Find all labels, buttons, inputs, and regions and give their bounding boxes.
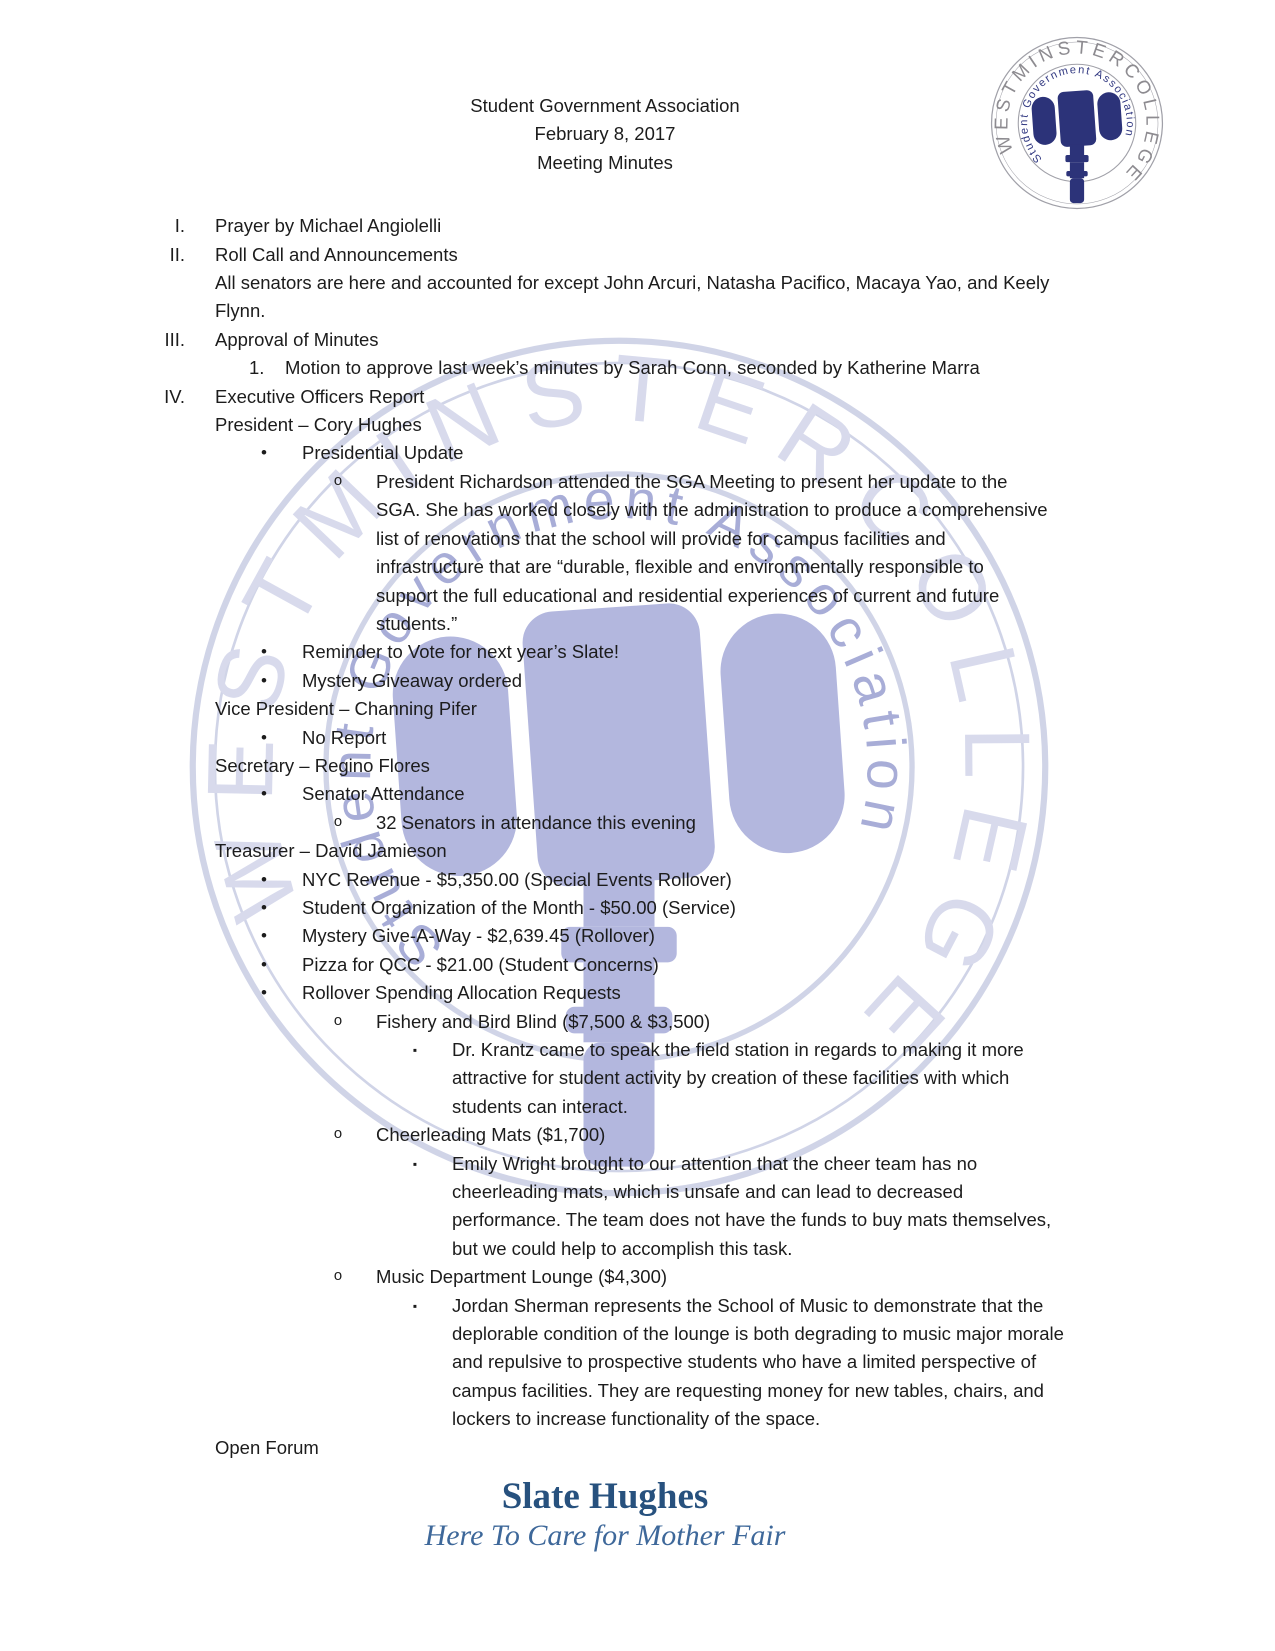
line-text: Motion to approve last week’s minutes by Sarah Conn, seconded by Katherine Marra [285,357,980,379]
list-line [150,922,1060,950]
list-line [150,894,1060,922]
list-line [150,979,1060,1007]
doc-date: February 8, 2017 [534,123,676,145]
bullet-marker: • [261,784,267,804]
list-line [150,951,1060,979]
circle-marker: o [333,1126,343,1144]
line-text: Roll Call and Announcements [215,243,458,265]
list-line [150,780,1060,808]
bullet-marker: • [261,443,267,463]
line-text: President Richardson attended the SGA Meeting to present her update to the SGA. She has worked closely with the administration to produce a comprehensive list of renovations that the school will provide for campus facilities and infrastructure that are “durable, flexible and environmentally responsible to support the full educational and residential experiences of current and future students.” [376,470,1048,634]
minutes-list [150,212,1064,1462]
line-text: Fishery and Bird Blind ($7,500 & $3,500) [376,1010,711,1032]
list-line [150,269,1060,326]
bullet-marker: • [261,954,267,974]
circle-marker: o [333,1268,343,1286]
list-line [150,212,1060,240]
list-line [150,809,1060,837]
list-line [150,752,1060,780]
line-text: Treasurer – David Jamieson [215,840,447,862]
bullet-marker: • [261,926,267,946]
line-text: Secretary – Regino Flores [215,754,430,776]
list-line [150,638,1060,666]
list-line [150,866,1060,894]
bullet-marker: • [261,869,267,889]
line-text: 32 Senators in attendance this evening [376,811,696,833]
line-text: Mystery Giveaway ordered [302,669,523,691]
line-text: Dr. Krantz came to speak the field station in regards to making it more attractive for student activity by creation of these facilities with which students can interact. [452,1039,1024,1117]
list-line [150,837,1060,865]
list-line [150,1036,1060,1121]
list-line [150,326,1060,354]
list-line [150,724,1060,752]
circle-marker: o [333,813,343,831]
line-text: Music Department Lounge ($4,300) [376,1266,668,1288]
line-text: Mystery Give-A-Way - $2,639.45 (Rollover) [302,925,655,947]
doc-title: Student Government Association [470,95,740,116]
circle-marker: o [333,472,343,490]
line-text: Presidential Update [302,442,464,464]
line-text: Cheerleading Mats ($1,700) [376,1124,606,1146]
bullet-marker: • [261,983,267,1003]
line-text: Pizza for QCC - $21.00 (Student Concerns) [302,953,659,975]
square-marker: ▪ [412,1298,418,1313]
list-line [150,695,1060,723]
footer-tagline: Here To Care for Mother Fair [424,1519,786,1553]
doc-subtitle: Meeting Minutes [537,151,673,173]
line-text: Senator Attendance [302,783,465,805]
bullet-marker: • [261,727,267,747]
line-text: Prayer by Michael Angiolelli [215,215,442,237]
roman-marker: I. [174,215,185,237]
bullet-marker: • [261,670,267,690]
list-line [150,1434,1060,1462]
roman-marker: IV. [164,385,185,407]
list-line [150,667,1060,695]
document-footer [150,1476,1060,1554]
footer-name: Slate Hughes [501,1476,709,1518]
document-header [150,92,1060,177]
line-text: Reminder to Vote for next year’s Slate! [302,641,620,663]
square-marker: ▪ [412,1156,418,1171]
bullet-marker: • [261,642,267,662]
bullet-marker: • [261,897,267,917]
list-line [150,1121,1060,1149]
line-text: NYC Revenue - $5,350.00 (Special Events Rollover) [302,868,732,890]
line-text: No Report [302,726,387,748]
list-line [150,354,1060,382]
line-text: Open Forum [215,1436,319,1458]
line-text: Vice President – Channing Pifer [215,698,477,720]
list-line [150,439,1060,467]
line-text: All senators are here and accounted for except John Arcuri, Natasha Pacifico, Macaya Yao, and Keely Flynn. [215,272,1050,322]
roman-marker: II. [169,243,185,265]
square-marker: ▪ [412,1043,418,1057]
line-text: Emily Wright brought to our attention that the cheer team has no cheerleading mats, which is unsafe and can lead to decreased performance. The team does not have the funds to buy mats themselves, but we could help to accomplish this task. [452,1152,1052,1259]
list-line [150,241,1060,269]
num-marker: 1. [249,357,265,379]
list-line [150,1150,1060,1264]
list-line [150,1008,1060,1036]
list-line [150,1292,1064,1434]
line-text: President – Cory Hughes [215,414,422,436]
line-text: Rollover Spending Allocation Requests [302,982,621,1004]
list-line [150,383,1060,411]
line-text: Approval of Minutes [215,328,379,350]
line-text: Executive Officers Report [215,385,425,407]
line-text: Jordan Sherman represents the School of Music to demonstrate that the deplorable condition of the lounge is both degrading to music major morale and repulsive to prospective students who have a limited perspective of campus facilities. They are requesting money for new tables, chairs, and lockers to increase functionality of the space. [452,1294,1064,1430]
roman-marker: III. [164,328,185,350]
circle-marker: o [333,1012,343,1030]
list-line [150,1263,1060,1291]
list-line [150,411,1060,439]
list-line [150,468,1060,638]
line-text: Student Organization of the Month - $50.00 (Service) [302,896,736,918]
